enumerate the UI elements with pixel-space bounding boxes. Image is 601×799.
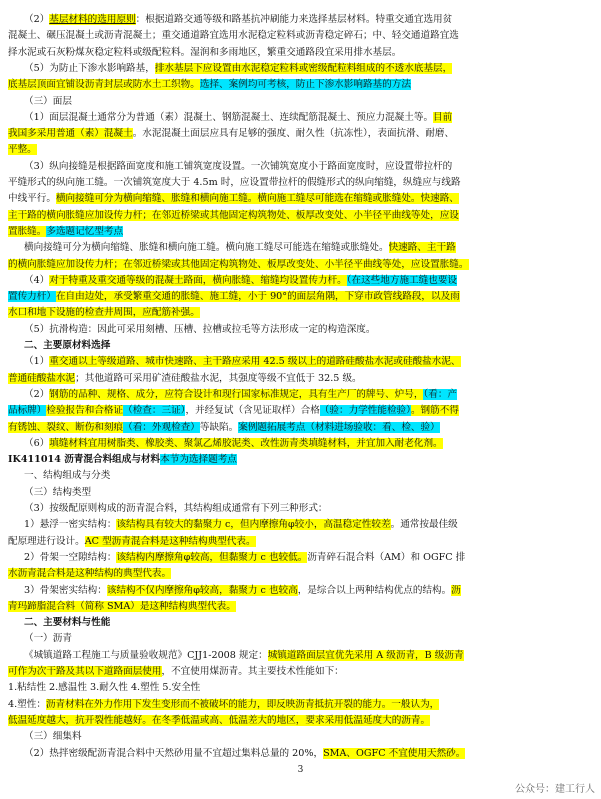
highlighted-text: SMA、OGFC 不宜使用天然砂。 <box>323 747 466 759</box>
text-segment: 择水泥或石灰粉煤灰稳定粒料或级配粒料。湿润和多雨地区，繁重交通路段宜采用排水基层。 <box>8 46 402 58</box>
text-segment: ，并经复试（含见证取样）合格 <box>185 405 320 417</box>
text-line <box>24 273 593 289</box>
highlighted-text: 平整。 <box>8 144 37 156</box>
text-line <box>8 697 593 713</box>
text-line <box>8 77 593 93</box>
highlighted-text: 对于特重及重交通等级的混凝土路面，横向胀缝、缩缝均设置传力杆。 <box>49 274 347 286</box>
text-segment: （2） <box>24 14 50 25</box>
text-line <box>8 566 593 582</box>
highlighted-text: 有锈蚀、裂纹、断伤和刻痕 <box>8 421 124 433</box>
text-line <box>24 240 593 256</box>
text-line <box>24 517 593 533</box>
text-line <box>8 305 593 321</box>
text-segment: ：根据道路交通等级和路基抗冲刷能力来选择基层材料。特重交通宜选用贫 <box>135 14 453 25</box>
text-line <box>8 257 593 273</box>
text-line <box>8 599 593 615</box>
text-line <box>8 45 593 61</box>
note-highlight: （验：力学性能检验） <box>319 405 411 417</box>
highlighted-text: 城镇道路面层宜优先采用 A 级沥青，B 级沥青 <box>267 649 464 661</box>
highlighted-text: 水口和地下设施的检查井周围，应配筋补强。 <box>8 307 200 319</box>
text-line <box>24 354 593 370</box>
text-line <box>8 175 593 191</box>
text-segment: 混凝土、碾压混凝土或沥青混凝土；重交通道路宜选用水泥稳定粒料或沥青稳定碎石；中、轻交通道路宜选 <box>8 30 459 42</box>
text-segment: （3）按级配原则构成的沥青混合料，其结构组成通常有下列三种形式： <box>24 503 328 514</box>
text-segment: （三）结构类型 <box>24 486 92 498</box>
highlighted-text: 该结构不仅内摩擦角φ较高，黏聚力 c 也较高 <box>106 584 298 596</box>
text-segment: 平缝形式的纵向施工缝。一次铺筑宽度大于 4.5m 时，应设置带拉杆的假缝形式的纵向缩缝，纵缝应与线路 <box>8 177 461 188</box>
watermark: 公众号：建工行人 <box>515 784 595 795</box>
note-highlight: 品标牌） <box>8 405 47 417</box>
text-segment: （1）面层混凝土通常分为普通（素）混凝土、钢筋混凝土、连续配筋混凝土、预应力混凝土等。 <box>24 111 434 123</box>
highlighted-text: 钢筋的品种、规格、成分，应符合设计和现行国家标准规定，具有生产厂的牌号、炉号， <box>49 388 424 400</box>
text-line <box>8 680 593 696</box>
text-line <box>8 142 593 158</box>
note-highlight: （在这些地方施工缝也要设 <box>346 274 458 286</box>
text-segment: （6） <box>24 437 50 449</box>
text-line <box>8 126 593 142</box>
highlighted-text: 重交通以上等级道路、城市快速路、主干路应采用 42.5 级以上的道路硅酸盐水泥或硅酸盐水泥、 <box>49 356 461 368</box>
text-line <box>8 191 593 207</box>
text-segment: （3）纵向接缝是根据路面宽度和施工铺筑宽度设置。一次铺筑宽度小于路面宽度时，应设置带拉杆的 <box>24 160 453 172</box>
text-segment: 《城镇道路工程施工与质量验收规范》CJJ1-2008 规定： <box>24 649 268 661</box>
text-line <box>24 485 593 501</box>
text-line <box>24 387 593 403</box>
highlighted-text: 置胀缝。 <box>8 225 47 237</box>
highlighted-text: 。钢筋不得 <box>410 405 459 417</box>
text-line <box>24 322 593 338</box>
text-line <box>8 224 593 240</box>
text-segment: 1.粘结性 2.感温性 3.耐久性 4.塑性 5.安全性 <box>8 682 201 694</box>
text-line <box>24 12 593 28</box>
note-highlight: （看：产 <box>423 388 458 400</box>
highlighted-text: 可作为次干路及其以下道路面层使用 <box>8 666 162 677</box>
text-segment: ；其他道路可采用矿渣硅酸盐水泥，其强度等级不宜低于 32.5 级。 <box>75 372 362 384</box>
text-segment: 二、主要材料与性能 <box>24 617 111 629</box>
highlighted-text: 沥 <box>451 584 461 596</box>
text-line <box>24 615 593 631</box>
text-line <box>8 208 593 224</box>
text-segment: 2）骨架一空隙结构： <box>24 551 117 563</box>
text-segment: 二、主要原材料选择 <box>24 340 111 351</box>
highlighted-text: 该结构具有较大的黏聚力 c，但内摩擦角φ较小，高温稳定性较差 <box>116 519 391 531</box>
text-line <box>8 664 593 680</box>
text-segment: 横向接缝可分为横向缩缝、胀缝和横向施工缝。横向施工缝尽可能选在缩缝或胀缝处。 <box>24 242 389 254</box>
note-highlight: （检查：三证） <box>123 405 186 417</box>
text-segment: 等缺陷。 <box>199 421 239 433</box>
highlighted-text: 检验报告和合格证 <box>46 405 124 417</box>
text-segment: （三）面层 <box>24 95 72 107</box>
highlighted-text: AC 型沥青混合料是这种结构典型代表。 <box>84 535 256 547</box>
text-line <box>24 648 593 664</box>
text-segment: ，不宜使用煤沥青。其主要技术性能如下： <box>161 666 344 677</box>
page-number: 3 <box>297 765 304 775</box>
note-highlight: （看：外观检查） <box>123 421 200 433</box>
text-line <box>8 28 593 44</box>
text-line <box>24 338 593 354</box>
note-highlight: 选择、案例均可考核，防止下渗水影响路基的方法 <box>199 79 411 91</box>
text-segment: （2）热拌密级配沥青混合料中天然砂用量不宜超过集料总量的 20%， <box>24 747 324 759</box>
text-line <box>24 436 593 452</box>
text-segment: （2） <box>24 388 50 400</box>
highlighted-text: 普通硅酸盐水泥 <box>8 372 76 384</box>
text-line <box>24 631 593 647</box>
highlighted-text: 在自由边处，承受繁重交通的胀缝、施工缝，小于 90°的面层角隅，下穿市政管线路段，以及雨 <box>55 291 460 303</box>
text-segment: （5）抗滑构造：因此可采用刻槽、压槽、拉槽或拉毛等方法形成一定的构造深度。 <box>24 323 376 335</box>
highlighted-text: 主干路的横向胀缝应加设传力杆 <box>8 209 143 221</box>
text-line <box>8 452 593 468</box>
text-line <box>24 501 593 517</box>
highlighted-text: 我国多采用普通（素）混凝土 <box>8 128 133 140</box>
text-line <box>24 550 593 566</box>
highlighted-text: 横向接缝可分为横向缩缝、胀缝和横向施工缝。横向施工缝尽可能选在缩缝或胀缝处。快速路、 <box>55 193 459 205</box>
highlighted-text: 底基层顶面宜铺设沥青封层或防水土工织物。 <box>8 79 200 91</box>
text-segment: 。水泥混凝土面层应具有足够的强度、耐久性（抗冻性），表面抗滑、耐磨、 <box>132 128 455 140</box>
note-highlight: 置传力杆） <box>8 291 56 303</box>
text-segment: （4） <box>24 274 50 286</box>
highlighted-text: 该结构内摩擦角φ较高，但黏聚力 c 也较低。 <box>116 551 308 563</box>
text-segment: IK411014 沥青混合料组成与材料 <box>8 454 161 466</box>
note-highlight: 多选题记忆型考点 <box>46 225 124 237</box>
text-segment: 。通常按最佳级 <box>390 519 458 531</box>
text-line <box>8 713 593 729</box>
text-line <box>24 159 593 175</box>
text-segment: 一、结构组成与分类 <box>24 470 111 482</box>
text-line <box>24 468 593 484</box>
text-segment: ，是综合以上两种结构优点的结构。 <box>297 584 452 596</box>
highlighted-text: 的横向胀缝应加设传力杆；在邻近桥梁或其他固定构筑物处、板厚改变处、小半径平曲线等处，应设置胀缝。 <box>8 258 469 270</box>
highlighted-text: 青玛蹄脂混合料（简称 SMA）是这种结构典型代表。 <box>8 600 236 612</box>
text-segment: （1） <box>24 356 50 368</box>
text-segment: 3）骨架密实结构： <box>24 584 107 596</box>
highlighted-text: 目前 <box>433 111 453 123</box>
highlighted-text: 沥青材料在外力作用下发生变形而不被破坏的能力，即反映沥青抵抗开裂的能力。一般认为， <box>45 698 440 710</box>
text-line <box>24 110 593 126</box>
highlighted-text: 低温延度越大，抗开裂性能越好。在冬季低温或高、低温差大的地区，要求采用低温延度大的沥青。 <box>8 714 431 726</box>
text-segment: 沥青碎石混合料（AM）和 OGFC 排 <box>307 551 466 563</box>
highlighted-text: ；在邻近桥梁或其他固定构筑物处、板厚改变处、小半径平曲线等处，应设 <box>142 209 459 221</box>
text-line <box>24 583 593 599</box>
text-line <box>24 94 593 110</box>
text-line <box>8 289 593 305</box>
text-segment: （三）细集料 <box>24 731 82 743</box>
text-line <box>8 420 593 436</box>
text-line <box>8 371 593 387</box>
text-line <box>24 61 593 77</box>
highlighted-text: 水沥青混合料是这种结构的典型代表。 <box>8 568 172 580</box>
highlighted-text: 快速路、主干路 <box>388 242 456 254</box>
text-line <box>24 729 593 745</box>
text-segment: （一）沥青 <box>24 633 72 645</box>
text-line <box>8 403 593 419</box>
text-segment: 4.塑性： <box>8 698 46 710</box>
text-segment: 1）悬浮一密实结构： <box>24 519 117 531</box>
text-segment: （5）为防止下渗水影响路基， <box>24 62 155 74</box>
text-segment: 中线平行。 <box>8 193 56 205</box>
note-highlight: 案例题拓展考点（材料进场验收：看、检、验） <box>238 421 440 433</box>
text-line <box>24 746 593 762</box>
note-highlight: 本节为选择题考点 <box>160 454 237 466</box>
highlighted-text: 填缝材料宜用树脂类、橡胶类、聚氯乙烯胶泥类、改性沥青类填缝材料，并宜加入耐老化剂。 <box>49 437 443 449</box>
highlighted-text: 排水基层下应设置由水泥稳定粒料或密级配粒料组成的不透水底基层， <box>154 62 453 74</box>
text-segment: 配原理进行设计。 <box>8 535 85 547</box>
text-segment: 基层材料的选用原则 <box>49 14 136 25</box>
text-line <box>8 534 593 550</box>
